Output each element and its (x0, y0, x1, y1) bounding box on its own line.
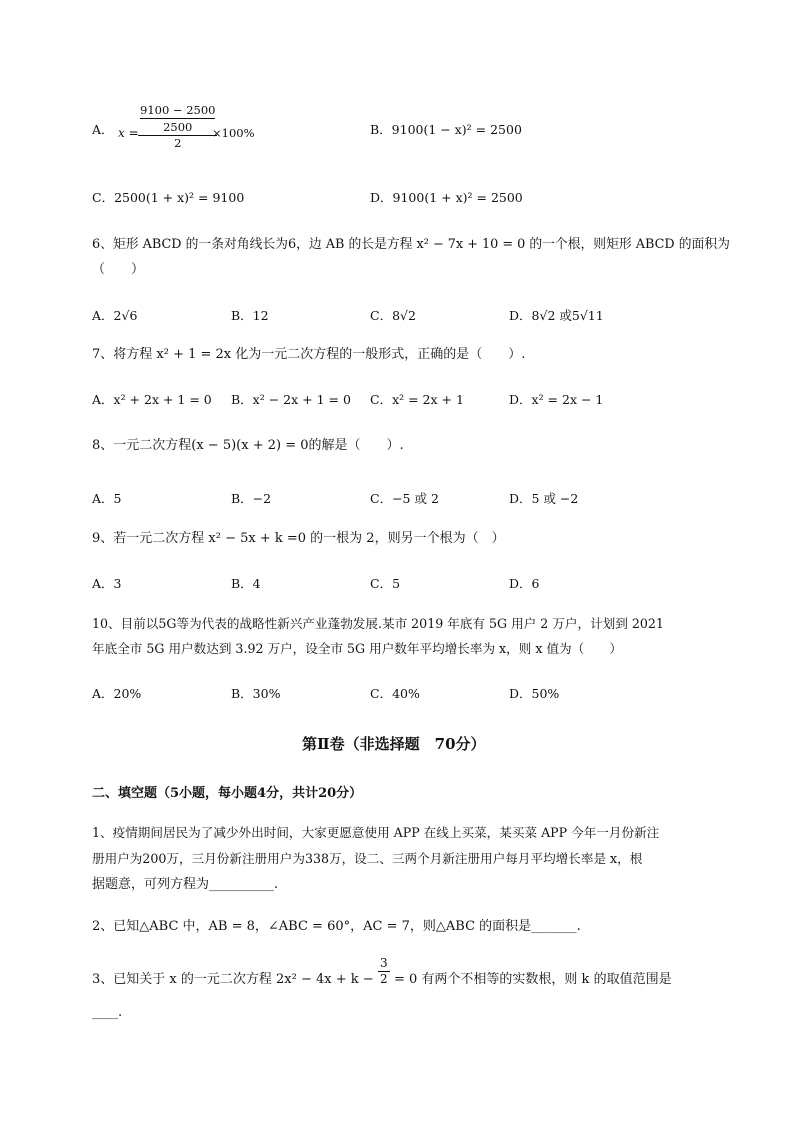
q9-stem: 9、若一元二次方程 x² − 5x + k =0 的一根为 2，则另一个根为（ ） (92, 531, 505, 546)
q10-option-b: B．30% (231, 686, 281, 701)
fill3-stem-line2: ____. (92, 1005, 123, 1020)
q9-option-d: D．6 (509, 576, 540, 591)
q5-option-d: D．9100(1 + x)² = 2500 (370, 190, 523, 205)
q6-option-a: A．2√6 (92, 308, 138, 323)
q9-option-b: B．4 (231, 576, 261, 591)
q10-option-d: D．50% (509, 686, 560, 701)
q7-stem: 7、将方程 x² + 1 = 2x 化为一元二次方程的一般形式，正确的是（ ）. (92, 347, 526, 362)
q5-option-b: B．9100(1 − x)² = 2500 (370, 122, 522, 137)
q6-option-c: C．8√2 (370, 308, 416, 323)
q8-option-b: B．−2 (231, 491, 272, 506)
q6-option-b: B．12 (231, 308, 269, 323)
fill2-stem: 2、已知△ABC 中，AB = 8，∠ABC = 60°，AC = 7，则△ABC 的面积是_______. (92, 919, 581, 934)
q9-option-c: C．5 (370, 576, 401, 591)
fill3-frac-den: 2 (380, 972, 388, 986)
fill1-line3: 据题意，可列方程为__________. (92, 877, 279, 892)
q5-option-a-num-top: 9100 − 2500 (140, 103, 216, 117)
q6-option-d: D．8√2 或5√11 (509, 308, 604, 323)
q8-stem: 8、一元二次方程(x − 5)(x + 2) = 0的解是（ ）. (92, 438, 404, 453)
q5-option-a-numerator (138, 102, 217, 136)
q10-stem-line1: 10、目前以5G等为代表的战略性新兴产业蓬勃发展.某市 2019 年底有 5G 用户 2 万户，计划到 2021 (92, 616, 664, 631)
part2-title: 第Ⅱ卷（非选择题 70分） (302, 735, 486, 753)
fill1-line2: 册用户为200万，三月份新注册用户为338万，设二、三两个月新注册用户每月平均增长率是 x，根 (92, 851, 643, 866)
q9-option-a: A．3 (92, 576, 122, 591)
q7-option-c: C．x² = 2x + 1 (370, 392, 464, 407)
q10-stem-line2: 年底全市 5G 用户数达到 3.92 万户，设全市 5G 用户数年平均增长率为 x，则 x 值为（ ） (92, 641, 623, 656)
fill3-fraction (378, 956, 390, 987)
q7-option-b: B．x² − 2x + 1 = 0 (231, 392, 351, 407)
q8-option-a: A．5 (92, 491, 122, 506)
q5-option-a-num-mid: 2500 (163, 120, 193, 134)
q5-option-c: C．2500(1 + x)² = 9100 (92, 190, 245, 205)
fill3-frac-num: 3 (380, 956, 388, 970)
q10-option-c: C．40% (370, 686, 420, 701)
q8-option-c: C．−5 或 2 (370, 491, 439, 506)
section2-heading: 二、填空题（5小题，每小题4分，共计20分） (92, 786, 363, 801)
fill3-post: = 0 有两个不相等的实数根，则 k 的取值范围是 (394, 972, 672, 987)
q7-option-a: A．x² + 2x + 1 = 0 (92, 392, 212, 407)
fill1-line1: 1、疫情期间居民为了减少外出时间，大家更愿意使用 APP 在线上买菜，某买菜 APP 今年一月份新注 (92, 825, 660, 840)
q5-option-a-tail: ×100% (212, 126, 255, 140)
q5-option-a-x: x = (118, 126, 139, 140)
q6-stem-line2: （ ） (92, 262, 145, 277)
q7-option-d: D．x² = 2x − 1 (509, 392, 604, 407)
fill3-pre: 3、已知关于 x 的一元二次方程 2x² − 4x + k − (92, 972, 374, 987)
q5-option-a-denominator: 2 (174, 136, 182, 150)
q5-option-a-fraction (138, 102, 217, 151)
q6-stem-line1: 6、矩形 ABCD 的一条对角线长为6，边 AB 的长是方程 x² − 7x + 10 = 0 的一个根，则矩形 ABCD 的面积为 (92, 237, 730, 252)
q10-option-a: A．20% (92, 686, 142, 701)
q8-option-d: D．5 或 −2 (509, 491, 579, 506)
q5-option-a-label: A． (92, 122, 114, 137)
